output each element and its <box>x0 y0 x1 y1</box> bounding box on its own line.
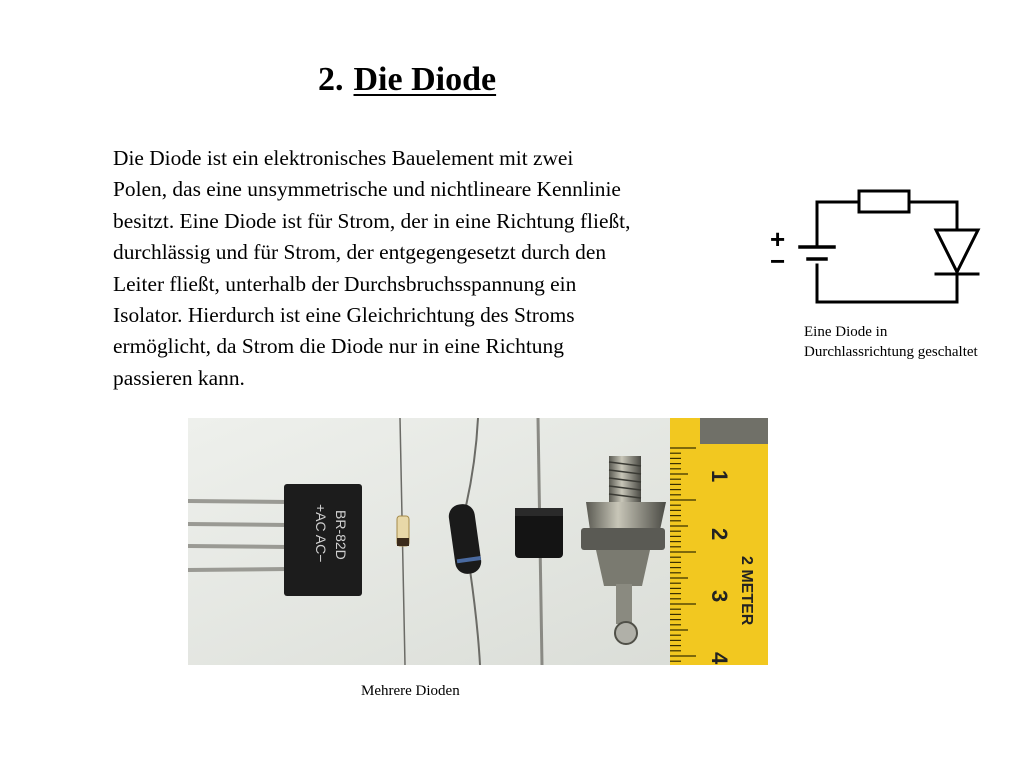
paragraph-line: passieren kann. <box>113 365 245 390</box>
bridge-marking-line: BR-82D <box>333 510 349 560</box>
ruler-number: 2 <box>707 528 732 541</box>
paragraph-line: Die Diode ist ein elektronisches Bauelement mit zwei <box>113 146 574 170</box>
diodes-photo <box>188 418 768 665</box>
photo-caption: Mehrere Dioden <box>361 683 460 699</box>
slide-number: 2. <box>318 61 344 98</box>
paragraph-line: durchlässig und für Strom, der entgegengesetzt durch den <box>113 240 607 265</box>
battery-icon <box>800 247 834 259</box>
ruler-label: 2 METER <box>738 556 755 626</box>
circuit-wire <box>817 202 957 302</box>
paragraph-line: besitzt. Eine Diode ist für Strom, der in eine Richtung fließt, <box>113 208 631 233</box>
slide-title <box>318 58 496 102</box>
resistor-icon <box>859 191 909 212</box>
circuit-caption <box>804 322 978 362</box>
minus-sign: − <box>770 246 786 276</box>
circuit-caption-line: Eine Diode in <box>804 324 888 340</box>
ruler-number: 4 <box>707 652 732 665</box>
ruler-number: 3 <box>707 590 732 603</box>
paragraph-line: Polen, das eine unsymmetrische und nichtlineare Kennlinie <box>113 177 621 202</box>
diodes-photo-illustration <box>188 418 768 665</box>
diode-circuit-diagram <box>762 182 992 312</box>
body-paragraph <box>113 143 753 394</box>
slide-title-text: Die Diode <box>353 61 497 98</box>
ruler-number: 1 <box>707 470 732 483</box>
paragraph-line: Leiter fließt, unterhalb der Durchsbruchsspannung ein <box>113 271 577 296</box>
measuring-ruler <box>670 418 768 665</box>
diode-symbol-icon <box>936 230 978 272</box>
bridge-marking-line: +AC AC− <box>313 504 329 563</box>
plus-sign: + <box>770 224 786 254</box>
circuit-caption-line: Durchlassrichtung geschaltet <box>804 344 978 360</box>
paragraph-line: ermöglicht, da Strom die Diode nur in eine Richtung <box>113 334 564 359</box>
paragraph-line: Isolator. Hierdurch ist eine Gleichrichtung des Stroms <box>113 303 575 328</box>
